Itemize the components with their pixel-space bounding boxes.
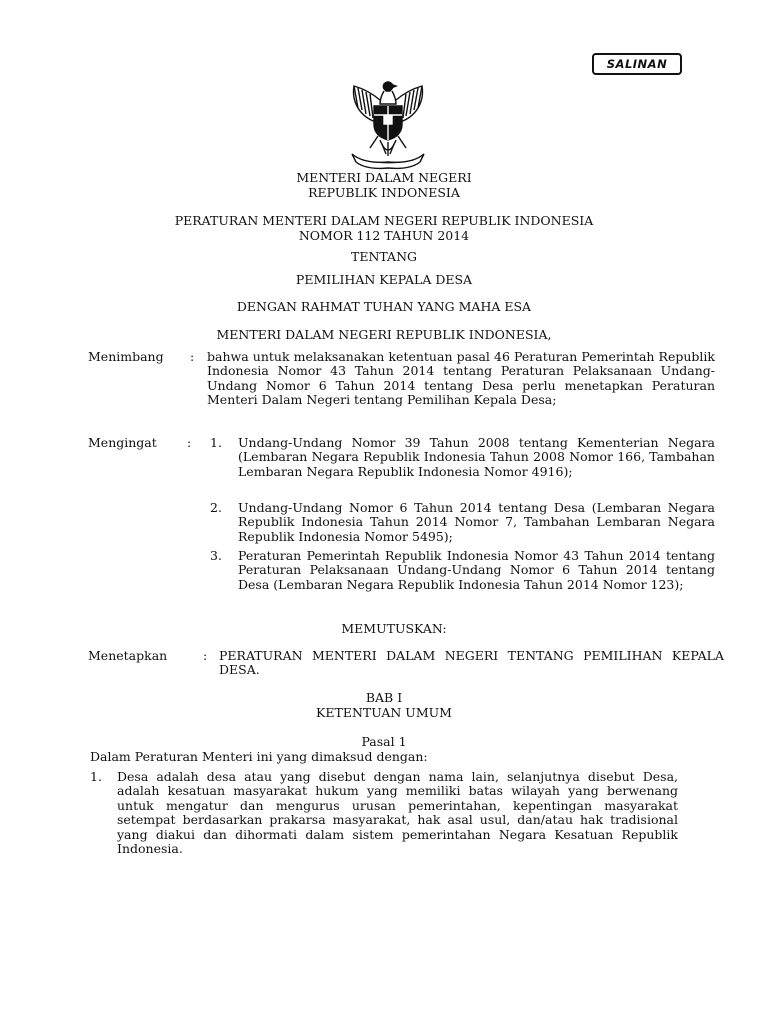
salinan-badge: SALINAN [592, 53, 682, 75]
mengingat-item-text: Peraturan Pemerintah Republik Indonesia Nomor 43 Tahun 2014 tentang Peraturan Pelaksanaan Undang-Undang Nomor 6 Tahun 2014 tentang Desa (Lembaran Negara Republik Indonesia Tahun 2014 Nomor 123); [238, 548, 715, 592]
menetapkan-colon: : [203, 648, 208, 663]
grace-statement: DENGAN RAHMAT TUHAN YANG MAHA ESA [236, 299, 532, 314]
regulation-title: PERATURAN MENTERI DALAM NEGERI REPUBLIK INDONESIA [174, 213, 594, 228]
regulation-subject: PEMILIHAN KEPALA DESA [295, 272, 473, 287]
mengingat-item-number: 1. [210, 435, 222, 450]
about-heading: TENTANG [350, 249, 417, 264]
bab-number: BAB I [365, 690, 403, 705]
menetapkan-text: PERATURAN MENTERI DALAM NEGERI TENTANG PEMILIHAN KEPALA DESA. [219, 648, 724, 678]
minister-statement: MENTERI DALAM NEGERI REPUBLIK INDONESIA, [216, 327, 552, 342]
pasal-title: Pasal 1 [361, 734, 407, 749]
bab-title: KETENTUAN UMUM [316, 705, 452, 720]
regulation-number: NOMOR 112 TAHUN 2014 [298, 228, 470, 243]
menetapkan-label: Menetapkan [88, 648, 168, 663]
mengingat-item-number: 2. [210, 500, 222, 515]
menimbang-text: bahwa untuk melaksanakan ketentuan pasal 46 Peraturan Pemerintah Republik Indonesia Nomor 43 Tahun 2014 tentang Peraturan Pelaksanaan Undang-Undang Nomor 6 Tahun 2014 tentang Desa perlu menetapkan Peraturan Menteri Dalam Negeri tentang Pemilihan Kepala Desa; [207, 349, 715, 408]
republic-name: REPUBLIK INDONESIA [308, 185, 460, 200]
mengingat-colon: : [187, 435, 192, 450]
menimbang-label: Menimbang [88, 349, 164, 364]
pasal-item-number: 1. [90, 769, 102, 784]
mengingat-item-text: Undang-Undang Nomor 6 Tahun 2014 tentang Desa (Lembaran Negara Republik Indonesia Tahun 2014 Nomor 7, Tambahan Lembaran Negara Republik Indonesia Nomor 5495); [238, 500, 715, 544]
mengingat-label: Mengingat [88, 435, 157, 450]
pasal-item-text: Desa adalah desa atau yang disebut dengan nama lain, selanjutnya disebut Desa, adalah kesatuan masyarakat hukum yang memiliki batas wilayah yang berwenang untuk mengatur dan mengurus urusan pemerintahan, kepentingan masyarakat setempat berdasarkan prakarsa masyarakat, hak asal usul, dan/atau hak tradisional yang diakui dan dihormati dalam sistem pemerintahan Negara Kesatuan Republik Indonesia. [117, 769, 678, 857]
pasal-intro: Dalam Peraturan Menteri ini yang dimaksud dengan: [90, 749, 428, 764]
menimbang-colon: : [190, 349, 195, 364]
ministry-name: MENTERI DALAM NEGERI [296, 170, 472, 185]
memutuskan-heading: MEMUTUSKAN: [341, 621, 447, 636]
garuda-emblem-icon [340, 78, 436, 170]
mengingat-item-text: Undang-Undang Nomor 39 Tahun 2008 tentang Kementerian Negara (Lembaran Negara Republik Indonesia Tahun 2008 Nomor 166, Tambahan Lembaran Negara Republik Indonesia Nomor 4916); [238, 435, 715, 479]
mengingat-item-number: 3. [210, 548, 222, 563]
